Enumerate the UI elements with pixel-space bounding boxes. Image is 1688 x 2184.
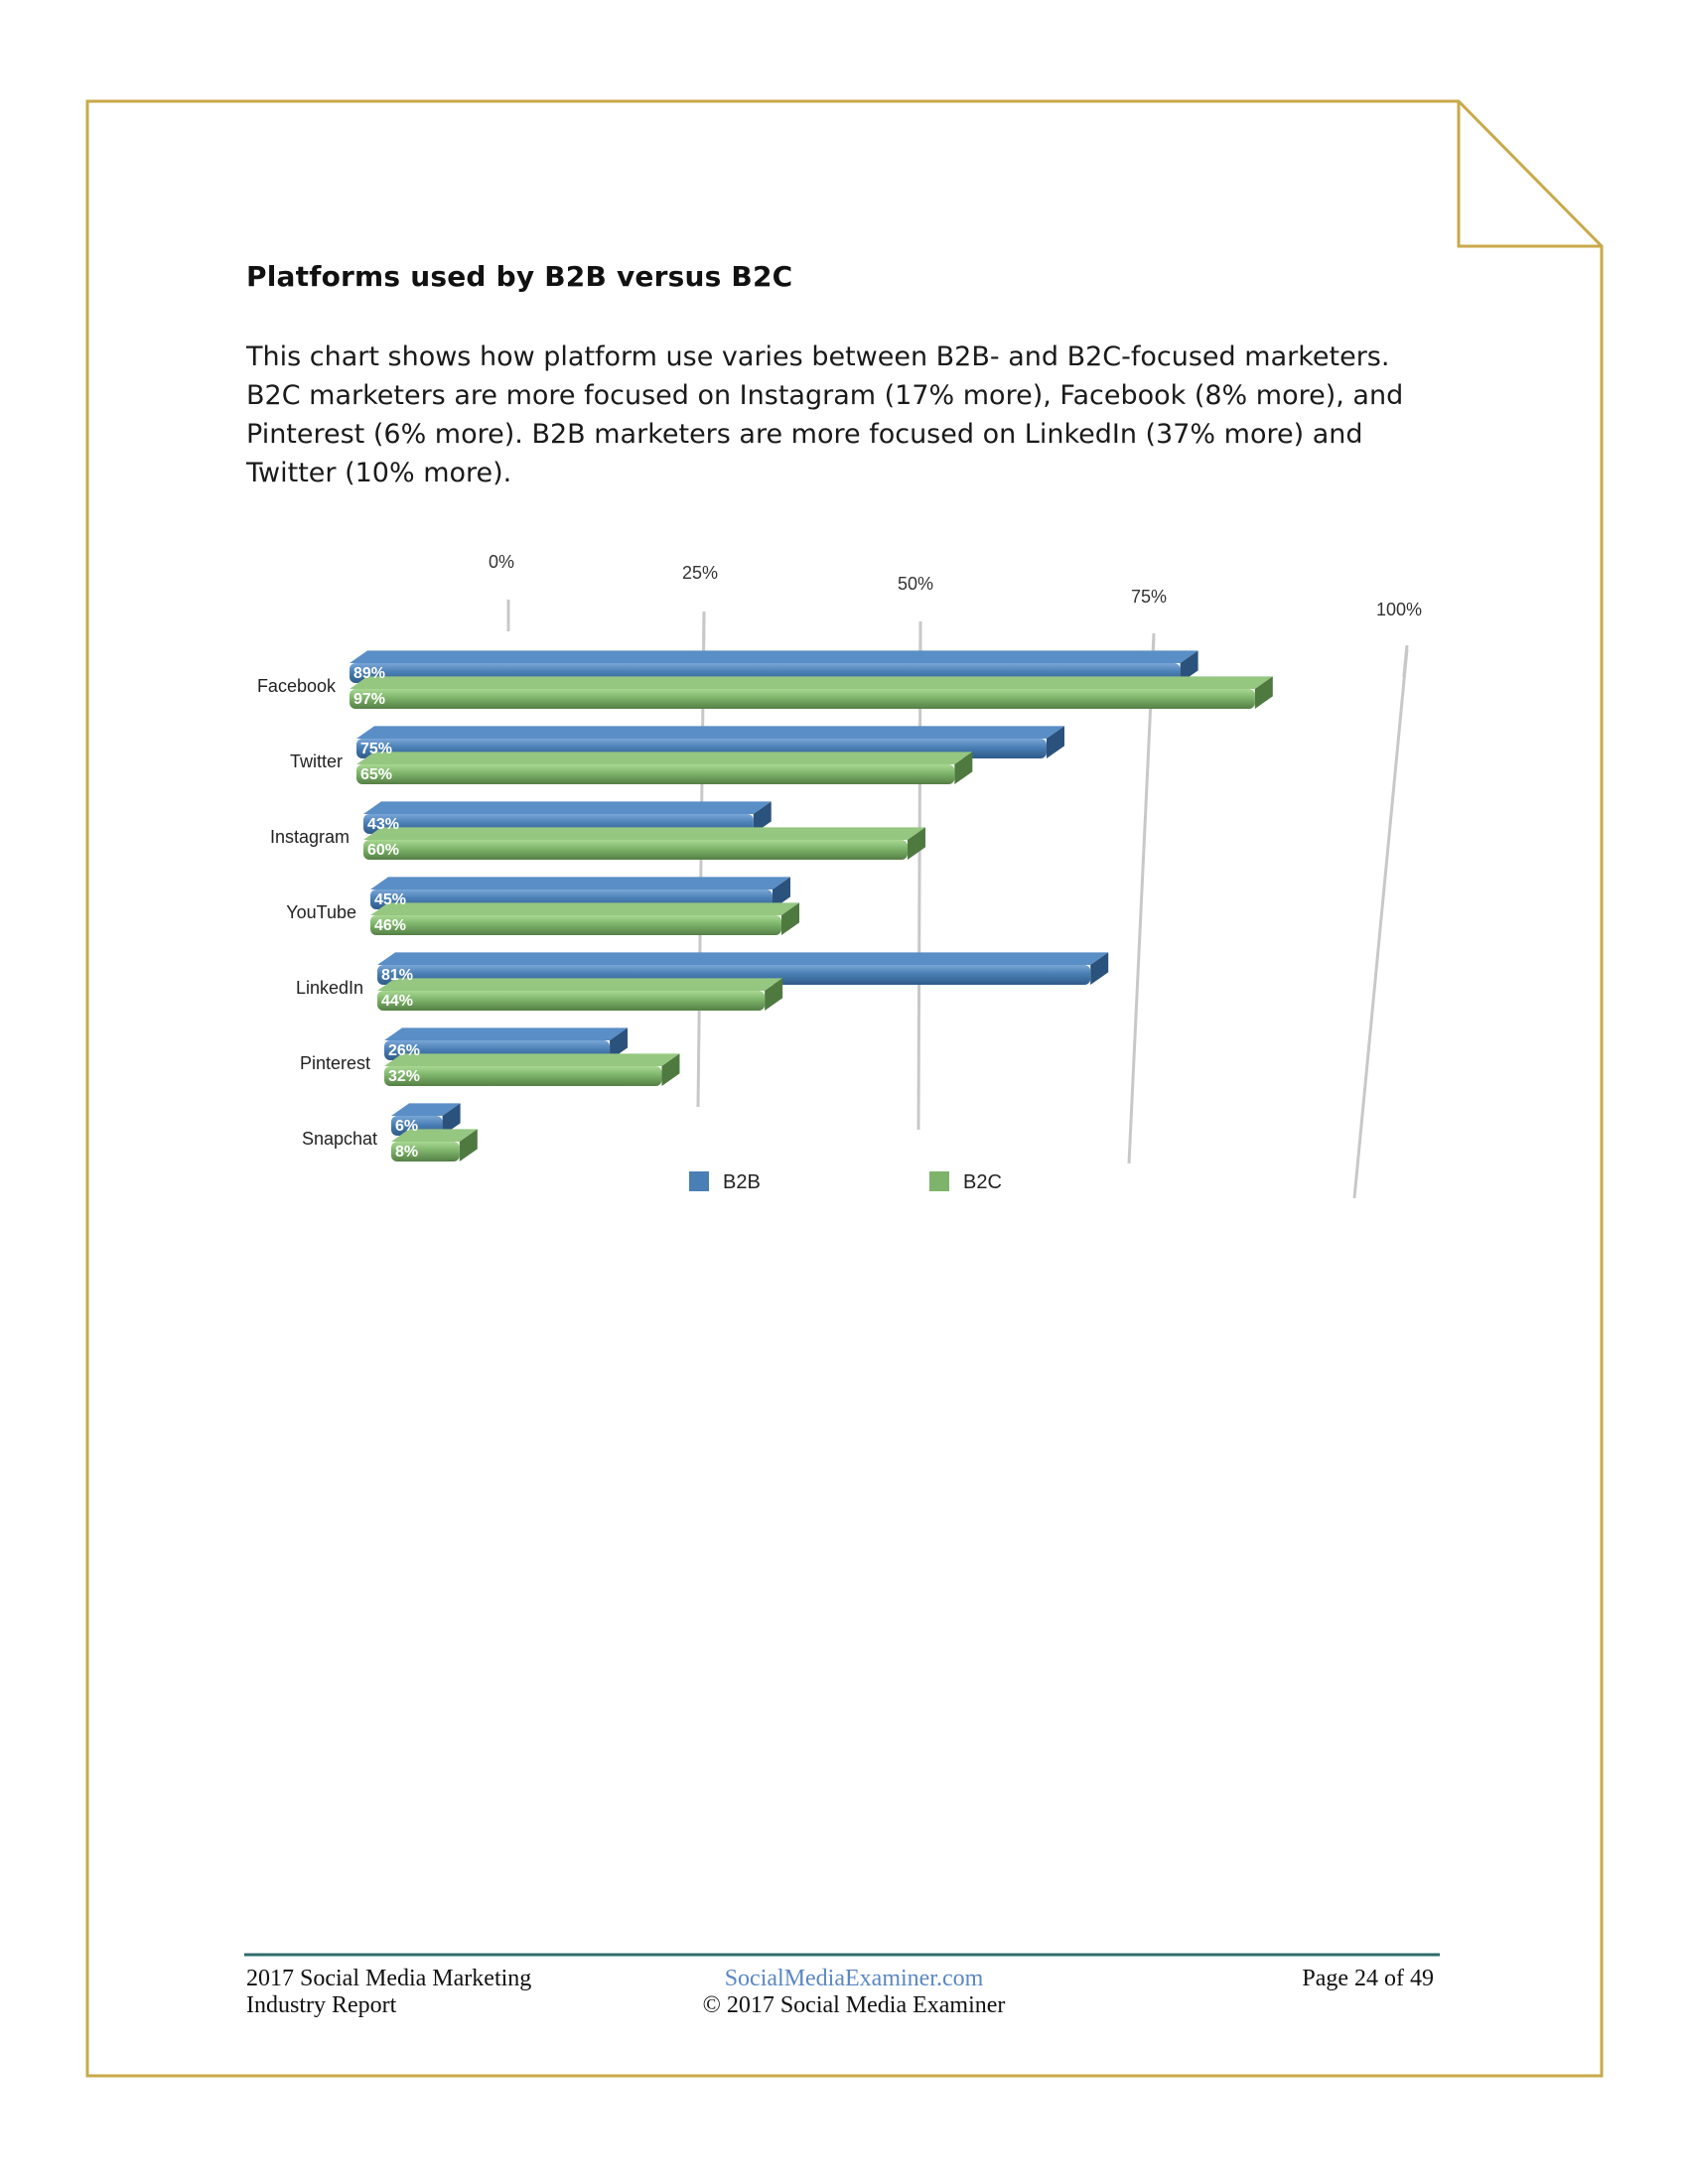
bar-b2c-linkedin	[377, 978, 782, 1011]
description-line: This chart shows how platform use varies between B2B- and B2C-focused marketers.	[246, 341, 1390, 372]
category-label: Instagram	[269, 827, 350, 847]
bar-b2c-twitter	[356, 751, 972, 784]
data-label: 60%	[367, 842, 400, 859]
category-label: Twitter	[289, 751, 343, 771]
tick-label: 75%	[1130, 587, 1168, 607]
bar-b2c-pinterest	[384, 1053, 679, 1086]
legend-label-b2c: B2C	[963, 1171, 1002, 1193]
bar-front-face	[377, 991, 765, 1011]
bar-top-face	[363, 827, 925, 840]
gridline	[1129, 637, 1154, 1163]
legend-label-b2b: B2B	[723, 1171, 761, 1193]
description-line: Twitter (10% more).	[246, 458, 512, 488]
gridline-tick	[1404, 645, 1407, 677]
bar-top-face	[384, 1027, 628, 1040]
bar-front-face	[356, 764, 954, 784]
category-label: YouTube	[286, 902, 356, 922]
bar-top-face	[356, 726, 1064, 739]
bar-front-face	[370, 915, 781, 935]
data-label: 32%	[388, 1068, 421, 1085]
bar-top-face	[377, 978, 782, 991]
bar-front-face	[350, 689, 1255, 709]
category-label: Snapchat	[301, 1129, 377, 1149]
data-label: 45%	[374, 891, 407, 908]
bar-top-face	[377, 952, 1108, 965]
tick-label: 0%	[488, 552, 515, 572]
footer-website-link[interactable]: SocialMediaExaminer.com	[724, 1966, 984, 1991]
footer-center	[645, 1966, 1062, 2019]
bar-b2c-instagram	[363, 827, 925, 860]
data-label: 46%	[374, 917, 407, 934]
category-label: Facebook	[256, 676, 336, 696]
bar-b2c-facebook	[350, 676, 1273, 709]
bar-b2c-youtube	[370, 902, 799, 935]
page-number: Page 24 of 49	[1302, 1966, 1434, 1991]
legend-swatch-b2c	[929, 1171, 949, 1191]
bar-top-face	[356, 751, 972, 764]
data-label: 43%	[367, 816, 400, 833]
data-label: 75%	[360, 741, 393, 757]
data-label: 26%	[388, 1042, 421, 1059]
data-label: 97%	[353, 691, 386, 708]
description-line: Pinterest (6% more). B2B marketers are more focused on LinkedIn (37% more) and	[246, 419, 1363, 450]
page-title: Platforms used by B2B versus B2C	[246, 260, 793, 293]
data-label: 65%	[360, 766, 393, 783]
tick-label: 50%	[897, 574, 934, 594]
bar-top-face	[370, 877, 790, 889]
category-label: Pinterest	[299, 1053, 370, 1073]
data-label: 44%	[381, 993, 414, 1010]
tick-label: 25%	[681, 563, 719, 583]
gridline	[1354, 649, 1407, 1198]
bar-top-face	[363, 801, 772, 814]
bar-top-face	[370, 902, 799, 915]
bar-top-face	[350, 650, 1198, 663]
bar-top-face	[350, 676, 1273, 689]
description-line: B2C marketers are more focused on Instagram (17% more), Facebook (8% more), and	[246, 380, 1404, 411]
footer-report-name	[246, 1966, 531, 2019]
footer-copyright: © 2017 Social Media Examiner	[702, 1992, 1006, 2018]
footer-report-line: Industry Report	[246, 1992, 397, 2018]
data-label: 81%	[381, 967, 414, 984]
bar-front-face	[363, 840, 908, 860]
bar-front-face	[384, 1066, 661, 1086]
data-label: 8%	[395, 1144, 419, 1160]
footer-report-line: 2017 Social Media Marketing	[246, 1966, 532, 1991]
category-label: LinkedIn	[295, 978, 363, 998]
data-label: 6%	[395, 1118, 419, 1135]
tick-label: 100%	[1375, 600, 1423, 619]
data-label: 89%	[353, 665, 386, 682]
legend-swatch-b2b	[689, 1171, 709, 1191]
bar-top-face	[384, 1053, 679, 1066]
